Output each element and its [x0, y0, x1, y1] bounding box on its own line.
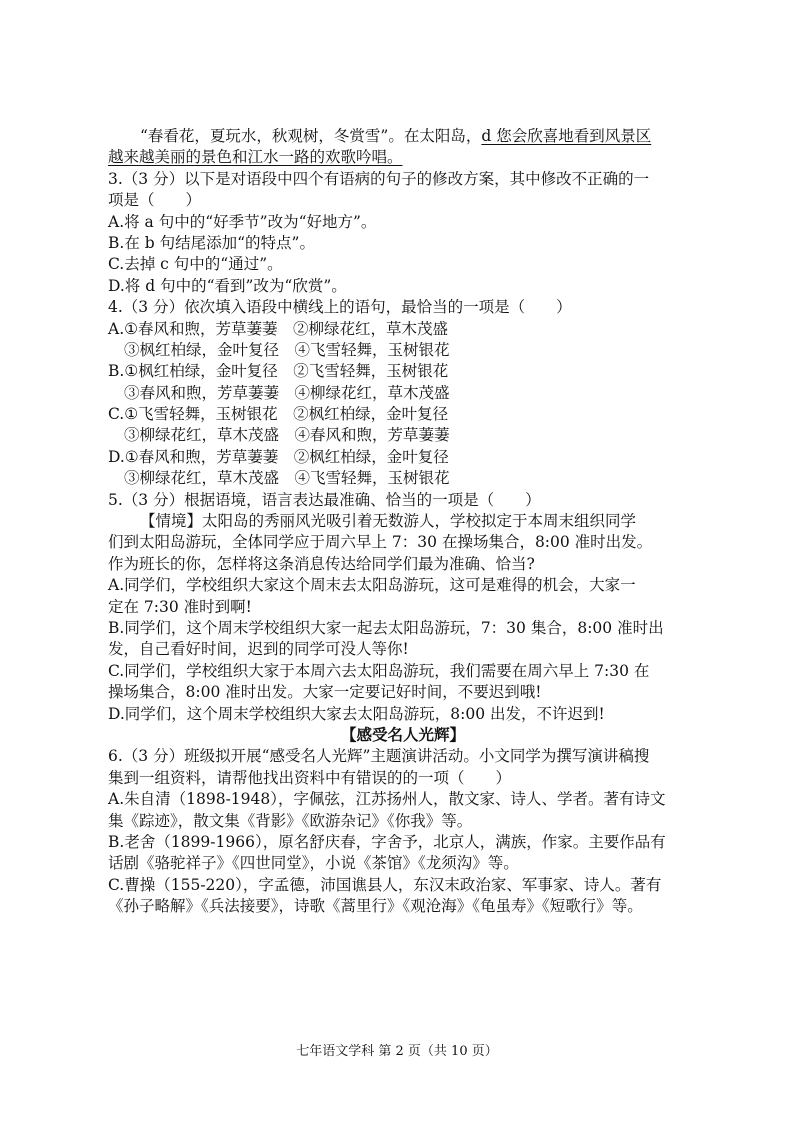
text-line: [108, 639, 698, 660]
line-text: 4.（3 分）依次填入语段中横线上的语句，最恰当的一项是（ ）: [108, 298, 572, 317]
line-text: A.①春风和煦，芳草萋萋 ②柳绿花红，草木茂盛: [108, 319, 449, 338]
line-text: “春看花，夏玩水，秋观树，冬赏雪”。在太阳岛，: [140, 127, 482, 145]
line-text: C.曹操（155-220），字孟德，沛国谯县人，东汉末政治家、军事家、诗人。著有: [108, 875, 662, 894]
text-line: [108, 896, 698, 917]
text-line: [108, 276, 698, 297]
text-line: [108, 190, 698, 211]
text-line: [108, 319, 698, 340]
text-line: [108, 875, 698, 896]
line-text: C.去掉 c 句中的“通过”。: [108, 255, 283, 274]
line-text: 话剧《骆驼祥子》《四世同堂》，小说《茶馆》《龙须沟》等。: [108, 854, 519, 873]
text-line: [108, 297, 698, 318]
text-line: [108, 554, 698, 575]
text-line: [108, 212, 698, 233]
text-line: [108, 490, 698, 511]
text-line: [108, 425, 698, 446]
line-text: 们到太阳岛游玩，全体同学应于周六早上 7：30 在操场集合，8:00 准时出发。: [108, 533, 653, 552]
text-line: [108, 618, 698, 639]
line-text: ③柳绿花红，草木茂盛 ④飞雪轻舞，玉树银花: [124, 469, 450, 488]
text-line: [108, 404, 698, 425]
text-line: [108, 575, 698, 596]
text-line: [108, 661, 698, 682]
line-text: 【感受名人光辉】: [340, 725, 465, 744]
line-text: ③柳绿花红，草木茂盛 ④春风和煦，芳草萋萋: [124, 426, 450, 445]
line-text: 集《踪迹》，散文集《背影》《欧游杂记》《你我》等。: [108, 811, 473, 830]
line-text: 项是（ ）: [108, 191, 202, 210]
line-text: 作为班长的你，怎样将这条消息传达给同学们最为准确、恰当?: [108, 554, 535, 573]
line-text: 6.（3 分）班级拟开展“感受名人光辉”主题演讲活动。小文同学为撰写演讲稿搜: [108, 747, 650, 766]
line-text: A.同学们，学校组织大家这个周末去太阳岛游玩，这可是难得的机会，大家一: [108, 576, 636, 595]
line-text: D.①春风和煦，芳草萋萋 ②枫红柏绿，金叶复径: [108, 447, 449, 466]
line-text: B.在 b 句结尾添加“的特点”。: [108, 233, 315, 252]
text-line: [108, 383, 698, 404]
line-text: ③枫红柏绿，金叶复径 ④飞雪轻舞，玉树银花: [124, 340, 450, 359]
text-line: [108, 704, 698, 725]
underlined-text: 越来越美丽的景色和江水一路的欢歌吟唱。: [108, 148, 403, 167]
text-line: [108, 126, 698, 147]
text-line: [108, 468, 698, 489]
line-text: 5.（3 分）根据语境，语言表达最准确、恰当的一项是（ ）: [108, 490, 541, 509]
section-heading: [108, 725, 698, 746]
text-line: [108, 361, 698, 382]
text-line: [108, 147, 698, 168]
line-text: C.①飞雪轻舞，玉树银花 ②枫红柏绿，金叶复径: [108, 405, 449, 424]
page-footer: 七年语文学科 第 2 页（共 10 页）: [296, 1044, 498, 1059]
text-line: [108, 682, 698, 703]
text-line: [108, 853, 698, 874]
text-line: [108, 811, 698, 832]
text-line: [108, 254, 698, 275]
page-content: [108, 126, 698, 917]
text-line: [108, 832, 698, 853]
text-line: [108, 768, 698, 789]
line-text: D.同学们，这个周末学校组织大家去太阳岛游玩，8:00 出发，不许迟到!: [108, 704, 605, 723]
line-text: D.将 d 句中的“看到”改为“欣赏”。: [108, 276, 347, 295]
line-text: 操场集合，8:00 准时出发。大家一定要记好时间，不要迟到哦!: [108, 683, 542, 702]
line-text: 集到一组资料，请帮他找出资料中有错误的的一项（ ）: [108, 768, 512, 787]
text-line: [108, 746, 698, 767]
line-text: B.①枫红柏绿，金叶复径 ②飞雪轻舞，玉树银花: [108, 362, 449, 381]
text-line: [108, 169, 698, 190]
line-text: B.同学们，这个周末学校组织大家一起去太阳岛游玩，7：30 集合，8:00 准时出: [108, 618, 664, 637]
line-text: B.老舍（1899-1966），原名舒庆春，字舍予，北京人，满族，作家。主要作品有: [108, 832, 666, 851]
line-text: A.将 a 句中的“好季节”改为“好地方”。: [108, 212, 377, 231]
line-text: A.朱自清（1898-1948），字佩弦，江苏扬州人，散文家、诗人、学者。著有诗文: [108, 790, 666, 809]
text-line: [108, 233, 698, 254]
line-text: C.同学们，学校组织大家于本周六去太阳岛游玩，我们需要在周六早上 7:30 在: [108, 661, 650, 680]
line-text: 发，自己看好时间，迟到的同学可没人等你!: [108, 640, 409, 659]
text-line: [108, 511, 698, 532]
line-text: 【情境】太阳岛的秀丽风光吸引着无数游人，学校拟定于本周末组织同学: [140, 512, 637, 531]
text-line: [108, 447, 698, 468]
text-line: [108, 340, 698, 361]
line-text: ③春风和煦，芳草萋萋 ④柳绿花红，草木茂盛: [124, 383, 450, 402]
text-line: [108, 789, 698, 810]
line-text: 定在 7:30 准时到啊!: [108, 597, 252, 616]
underlined-text: d 您会欣喜地看到风景区: [481, 127, 652, 145]
text-line: [108, 532, 698, 553]
text-line: [108, 597, 698, 618]
line-text: 《孙子略解》《兵法接要》，诗歌《蒿里行》《观沧海》《龟虽寿》《短歌行》等。: [108, 897, 643, 916]
line-text: 3.（3 分）以下是对语段中四个有语病的句子的修改方案，其中修改不正确的一: [108, 169, 650, 188]
